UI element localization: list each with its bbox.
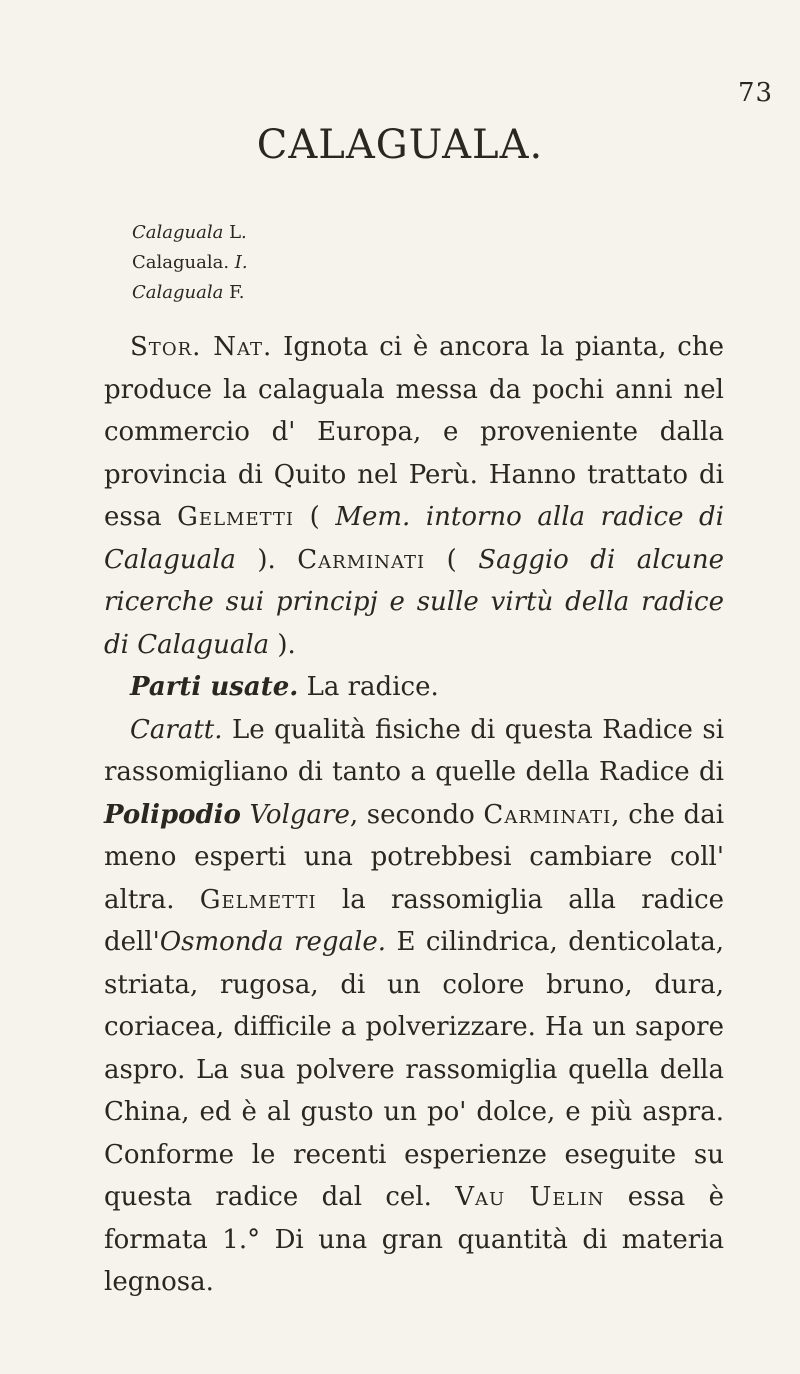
synonym-name: Calaguala. [132,252,230,273]
body-text [104,326,724,1304]
paragraph-text: , secondo [349,799,475,830]
author-name: Carminati [483,799,612,830]
synonym-name: Calaguala [132,222,224,243]
paragraph-text: La radice. [306,672,439,702]
author-name: Gelmetti [199,884,317,915]
section-heading: Parti usate. [130,672,299,702]
author-name: Gelmetti [177,502,295,532]
page-number: 73 [738,78,774,108]
paragraph-parti-usate [104,666,724,709]
synonym-name: Calaguala [132,282,224,303]
synonym-line [132,278,248,308]
paragraph-text: la rassomiglia alla radice dell' [104,884,725,957]
author-name: Vau Uelin [455,1182,605,1212]
paragraph-text: , che dai meno esperti una potrebbesi cambiare coll' altra. [104,799,725,915]
paragraph-text: E cilindrica, denticolata, striata, rugosa, di un colore bruno, dura, coriacea, difficile a polverizzare. Ha un sapore aspro. La sua polvere rassomiglia quella della China, ed è al gusto un po' dolce, e più aspra. Conforme le recenti esperienze eseguite su questa radice dal cel. [104,927,725,1212]
running-title: CALAGUALA. [256,122,544,168]
synonym-abbr: I. [234,252,248,273]
synonym-line [132,248,248,278]
plant-name: Polipodio [104,799,241,830]
author-name: Carminati [297,544,426,575]
citation-title: Saggio di alcune ricerche sui principj e sulle virtù della radice di Calaguala [104,544,724,660]
synonym-abbr: L. [229,222,247,243]
plant-name: Volgare [249,799,350,830]
synonym-line [132,218,248,248]
synonym-list [132,218,248,308]
paragraph-caratt [104,709,724,1304]
citation-title: Mem. intorno alla radice di Calaguala [104,502,724,575]
paragraph-text: essa è formata 1.° Di una gran quantità di materia legnosa. [104,1182,725,1297]
paragraph-text: Ignota ci è ancora la pianta, che produce la calaguala messa da pochi anni nel commercio d' Europa, e proveniente dalla provincia di Quito nel Perù. Hanno trattato di essa [104,332,724,532]
paragraph-stor-nat: Stor. Nat. Ignota ci è ancora la pianta, che produce la calaguala messa da pochi anni nel commercio d' Europa, e proveniente dalla provincia di Quito nel Perù. Hanno trattato di essa Gelmetti ( Mem. intorno alla radice di Calaguala ). Carminati ( Saggio di alcune ricerche sui principj e sulle virtù della radice di Calaguala ). [104,332,724,660]
paragraph-text: Le qualità fisiche di questa Radice si rassomigliano di tanto a quelle della Radice di [104,714,725,787]
synonym-abbr: F. [229,282,245,303]
section-heading: Stor. Nat. [130,332,273,362]
plant-name: Osmonda regale. [159,927,387,957]
section-heading: Caratt. [130,714,223,745]
